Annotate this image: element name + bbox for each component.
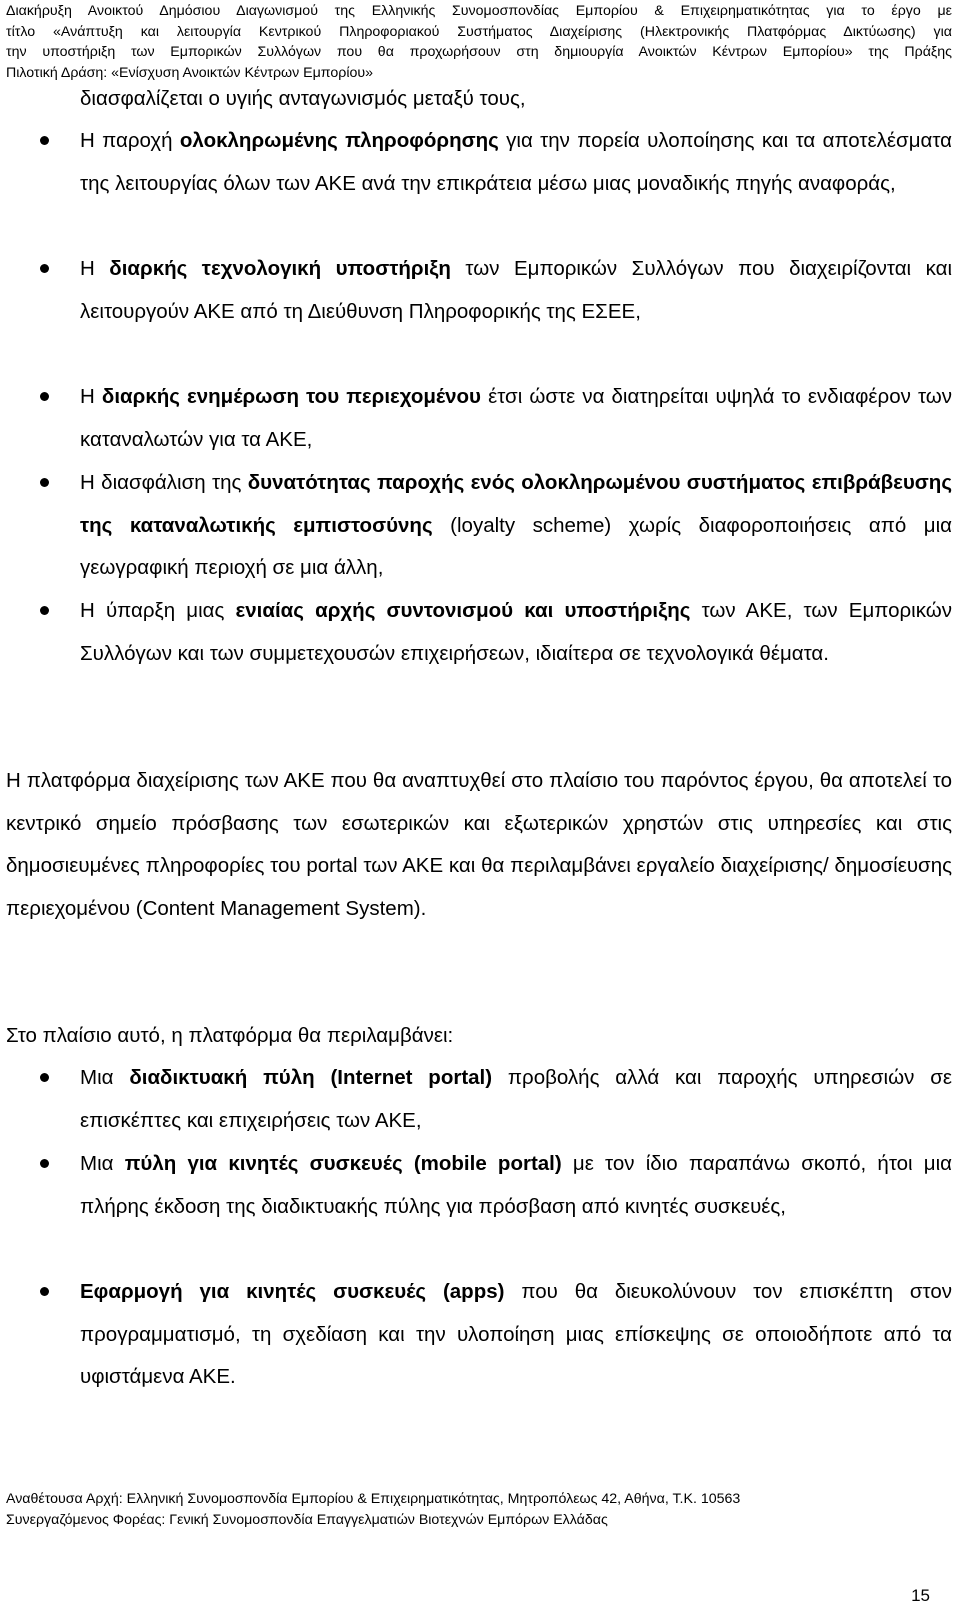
bold-phrase: Εφαρμογή για κινητές συσκευές (apps) (80, 1280, 505, 1303)
page-number: 15 (911, 1586, 930, 1605)
bold-phrase: διαδικτυακή πύλη (Internet portal) (129, 1066, 493, 1089)
continuation-line: διασφαλίζεται ο υγιής ανταγωνισμός μεταξύ τους, (80, 87, 526, 110)
bullet-icon (40, 1287, 49, 1296)
bullet-icon (40, 392, 49, 401)
bullet-icon (40, 606, 49, 615)
footer-line: Συνεργαζόμενος Φορέας: Γενική Συνομοσπονδία Επαγγελματιών Βιοτεχνών Εμπόρων Ελλάδας (6, 1511, 608, 1528)
bullet-icon (40, 478, 49, 487)
list-item-text: Εφαρμογή για κινητές συσκευές (apps) που θα διευκολύνουν τον επισκέπτη στον προγραμματισμό, τη σχεδίαση και την υλοποίηση μιας επίσκεψης σε οποιοδήποτε από τα υφιστάμενα ΑΚΕ. (80, 1280, 952, 1389)
list-item-text: Μια διαδικτυακή πύλη (Internet portal) προβολής αλλά και παροχής υπηρεσιών σε επισκέπτες και επιχειρήσεις των ΑΚΕ, (80, 1066, 952, 1132)
body-paragraph: Στο πλαίσιο αυτό, η πλατφόρμα θα περιλαμβάνει: (6, 1024, 454, 1047)
document-header (6, 1, 952, 83)
footer-line: Αναθέτουσα Αρχή: Ελληνική Συνομοσπονδία Εμπορίου & Επιχειρηματικότητας, Μητροπόλεως 42, Αθήνα, Τ.Κ. 10563 (6, 1491, 741, 1507)
bold-phrase: πύλη για κινητές συσκευές (mobile portal) (124, 1152, 562, 1175)
list-item-text: Η ύπαρξη μιας ενιαίας αρχής συντονισμού και υποστήριξης των ΑΚΕ, των Εμπορικών Συλλόγων και των συμμετεχουσών επιχειρήσεων, ιδιαίτερα σε τεχνολογικά θέματα. (80, 599, 952, 665)
list-item-text: Η διαρκής τεχνολογική υποστήριξη των Εμπορικών Συλλόγων που διαχειρίζονται και λειτουργούν ΑΚΕ από τη Διεύθυνση Πληροφορικής της ΕΣΕΕ, (80, 257, 953, 323)
bullet-icon (40, 1159, 49, 1168)
bold-phrase: ενιαίας αρχής συντονισμού και υποστήριξης (235, 599, 691, 622)
bullet-icon (40, 264, 49, 273)
list-item-text: Η διασφάλιση της δυνατότητας παροχής ενός ολοκληρωμένου συστήματος επιβράβευσης της καταναλωτικής εμπιστοσύνης (loyalty scheme) χωρίς διαφοροποιήσεις από μια γεωγραφική περιοχή σε μια άλλη, (80, 471, 952, 580)
list-item-text: Μια πύλη για κινητές συσκευές (mobile portal) με τον ίδιο παραπάνω σκοπό, ήτοι μια πλήρης έκδοση της διαδικτυακής πύλης για πρόσβαση από κινητές συσκευές, (80, 1152, 952, 1218)
bold-phrase: διαρκής ενημέρωση του περιεχομένου (101, 385, 481, 408)
list-item-text: Η διαρκής ενημέρωση του περιεχομένου έτσι ώστε να διατηρείται υψηλά το ενδιαφέρον των καταναλωτών για τα ΑΚΕ, (80, 385, 953, 451)
bullet-icon (40, 136, 49, 145)
bold-phrase: διαρκής τεχνολογική υποστήριξη (109, 257, 451, 280)
bold-phrase: δυνατότητας παροχής ενός ολοκληρωμένου συστήματος επιβράβευσης της καταναλωτικής εμπιστοσύνης (80, 471, 952, 537)
document-footer (6, 1489, 952, 1530)
list-item-text: Η παροχή ολοκληρωμένης πληροφόρησης για την πορεία υλοποίησης και τα αποτελέσματα της λειτουργίας όλων των ΑΚΕ ανά την επικράτεια μέσω μιας μοναδικής πηγής αναφοράς, (80, 129, 953, 195)
bold-phrase: ολοκληρωμένης πληροφόρησης (179, 129, 499, 152)
bullet-icon (40, 1073, 49, 1082)
header-line: την υποστήριξη των Εμπορικών Συλλόγων που θα προχωρήσουν στη δημιουργία Ανοικτών Κέντρων Εμπορίου» της Πράξης (6, 44, 952, 61)
header-line: Πιλοτική Δράση: «Ενίσχυση Ανοικτών Κέντρων Εμπορίου» (6, 64, 374, 81)
header-line: Διακήρυξη Ανοικτού Δημόσιου Διαγωνισμού της Ελληνικής Συνομοσπονδίας Εμπορίου & Επιχειρηματικότητας για το έργο με (6, 3, 952, 19)
header-line: τίτλο «Ανάπτυξη και λειτουργία Κεντρικού Πληροφοριακού Συστήματος Διαχείρισης (Ηλεκτρονικής Πλατφόρμας Δικτύωσης) για (6, 23, 952, 40)
body-paragraph: Η πλατφόρμα διαχείρισης των ΑΚΕ που θα αναπτυχθεί στο πλαίσιο του παρόντος έργου, θα αποτελεί το κεντρικό σημείο πρόσβασης των εσωτερικών και εξωτερικών χρηστών στις υπηρεσίες και στις δημοσιευμένες πληροφορίες του portal των ΑΚΕ και θα περιλαμβάνει εργαλείο διαχείρισης/ δημοσίευσης περιεχομένου (Content Management System). (6, 769, 952, 920)
